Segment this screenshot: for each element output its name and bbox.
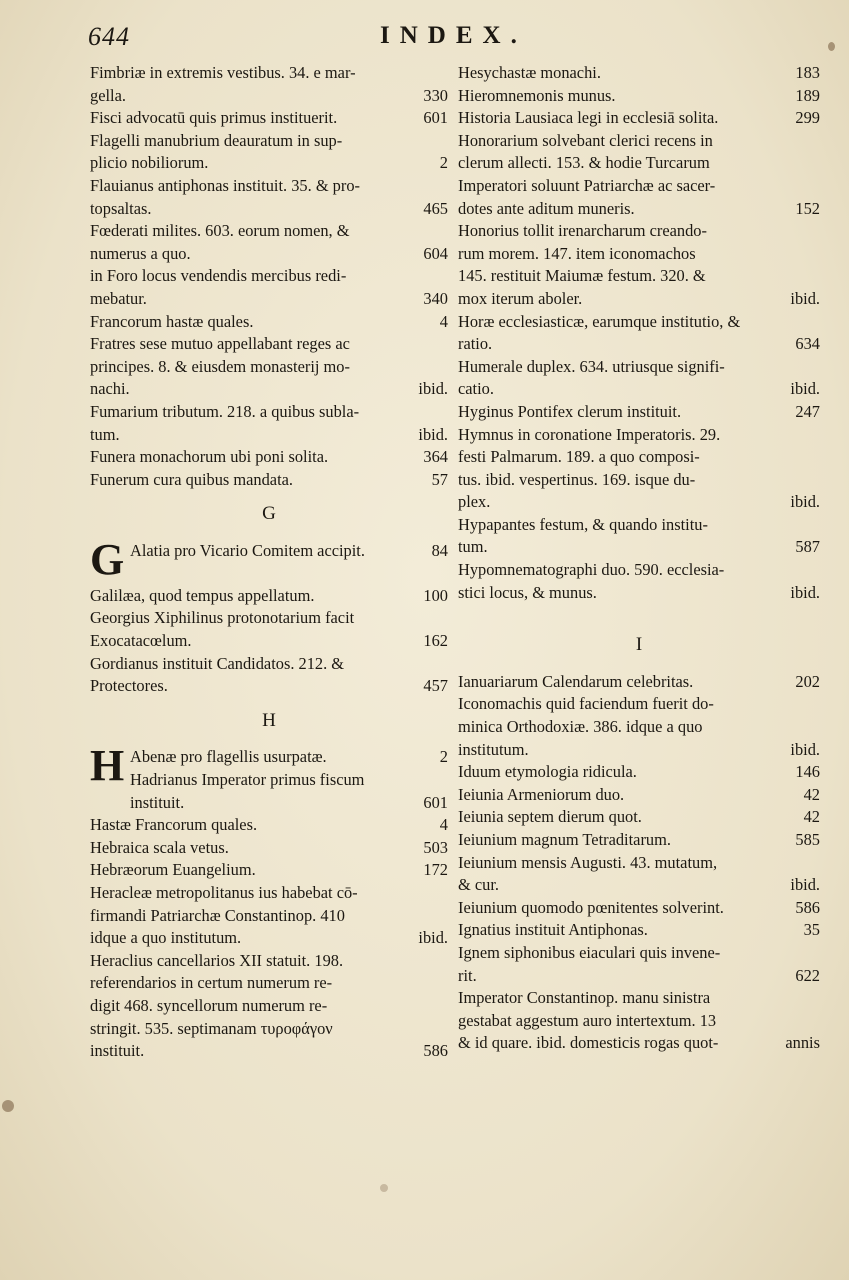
- page-reference: 4: [439, 815, 448, 835]
- page-reference: ibid.: [418, 424, 448, 444]
- page-reference: 100: [423, 585, 448, 605]
- page-reference: ibid.: [790, 875, 820, 895]
- entry-line: Humerale duplex. 634. utriusque signifi-: [458, 356, 725, 376]
- page-reference: 183: [795, 63, 820, 82]
- page-reference: 503: [423, 837, 448, 857]
- index-entry: [458, 761, 820, 784]
- dropcap-entry-h: [90, 741, 448, 814]
- page-reference: ibid.: [790, 492, 820, 512]
- entry-line: Galilæa, quod tempus appellatum. 100: [106, 585, 448, 608]
- index-entry: [458, 62, 820, 85]
- index-entry: [458, 559, 820, 604]
- page-reference: 146: [795, 762, 820, 782]
- index-entry: [458, 356, 820, 401]
- index-entry: [458, 424, 820, 514]
- index-entry: [458, 829, 820, 852]
- entry-line: Hastæ Francorum quales. 4: [106, 814, 448, 837]
- page-reference: 330: [423, 85, 448, 105]
- page-reference: ibid.: [790, 288, 820, 308]
- ink-stain: [2, 1100, 14, 1112]
- index-entry: [90, 220, 448, 265]
- entry-line: Alatia pro Vicario Comitem accipit. 84: [130, 540, 448, 563]
- entry-line: tum. ibid.: [106, 424, 448, 447]
- index-entry: [90, 401, 448, 446]
- entry-line: Hypomnematographi duo. 590. ecclesia-: [458, 560, 725, 580]
- page-reference: 189: [795, 85, 820, 105]
- entry-line: institutum. ibid.: [474, 739, 820, 762]
- page-reference: 4: [439, 311, 448, 331]
- ink-stain: [828, 42, 835, 51]
- page-reference: 2: [439, 747, 448, 767]
- dropcap-letter: H: [90, 741, 125, 791]
- entry-line: Ieiunia Armeniorum duo. 42: [474, 784, 820, 807]
- entry-line: Heraclius cancellarios XII statuit. 198.: [90, 950, 344, 970]
- page-reference: ibid.: [418, 928, 448, 948]
- index-entry: [458, 806, 820, 829]
- entry-line: Flagelli manubrium deauratum in sup-: [90, 130, 343, 150]
- page-reference: 42: [803, 784, 820, 804]
- entry-line: Imperator Constantinop. manu sinistra: [458, 988, 711, 1008]
- entry-line: Abenæ pro flagellis usurpatæ. 2: [130, 746, 448, 769]
- entry-line: Heracleæ metropolitanus ius habebat cō-: [90, 883, 358, 902]
- entry-line: plex. ibid.: [474, 491, 820, 514]
- entry-line: Funera monachorum ubi poni solita. 364: [106, 446, 448, 469]
- page-reference: ibid.: [418, 379, 448, 399]
- entry-line: Iconomachis quid faciendum fuerit do-: [458, 694, 714, 714]
- page-reference: 364: [423, 447, 448, 467]
- index-entry: [458, 784, 820, 807]
- page-reference: 622: [795, 965, 820, 985]
- entry-line: ratio. 634: [474, 333, 820, 356]
- page-reference: 35: [803, 920, 820, 940]
- index-entry: [90, 265, 448, 310]
- entry-line: Hyginus Pontifex clerum instituit. 247: [474, 401, 820, 424]
- index-entry: [458, 852, 820, 897]
- page-reference: ibid.: [790, 582, 820, 602]
- entry-line: Fisci advocatū quis primus instituerit. 601: [106, 107, 448, 130]
- entry-line: rum morem. 147. item iconomachos: [458, 243, 696, 263]
- entry-line: & cur. ibid.: [474, 874, 820, 897]
- index-entry: [458, 107, 820, 130]
- page-reference: 202: [795, 671, 820, 691]
- page-reference: 299: [795, 108, 820, 128]
- section-heading-i: I: [635, 634, 643, 656]
- ink-stain: [380, 1184, 388, 1192]
- page-reference: ibid.: [790, 739, 820, 759]
- page-reference: 42: [803, 807, 820, 827]
- entry-line: Hadrianus Imperator primus fiscum: [130, 770, 365, 790]
- index-entry: [90, 175, 448, 220]
- entry-line: instituit. 586: [106, 1040, 448, 1063]
- page-reference: 587: [795, 537, 820, 557]
- index-entry: [90, 837, 448, 860]
- page-reference: 172: [423, 860, 448, 880]
- entry-line: gestabat aggestum auro intertextum. 13: [458, 1010, 717, 1030]
- page-number: 644: [88, 22, 130, 51]
- entry-line: Imperatori soluunt Patriarchæ ac sacer-: [458, 175, 716, 195]
- page-reference: ibid.: [790, 379, 820, 399]
- entry-line: in Foro locus vendendis mercibus redi-: [90, 266, 347, 286]
- entry-line: Hymnus in coronatione Imperatoris. 29.: [458, 424, 721, 444]
- entry-line: plicio nobiliorum. 2: [106, 152, 448, 175]
- page-reference: 457: [423, 676, 448, 696]
- page-reference: annis: [785, 1033, 820, 1053]
- dropcap-letter: G: [90, 534, 125, 584]
- running-title: INDEX.: [380, 22, 527, 49]
- entry-line: Historia Lausiaca legi in ecclesiā solita. 299: [474, 107, 820, 130]
- index-entry: [458, 919, 820, 942]
- entry-line: Hieromnemonis munus. 189: [474, 85, 820, 108]
- page-reference: 585: [795, 830, 820, 849]
- entry-line: catio. ibid.: [474, 378, 820, 401]
- entry-line: tus. ibid. vespertinus. 169. isque du-: [458, 469, 696, 489]
- entry-line: Hebraica scala vetus. 503: [106, 837, 448, 860]
- entry-line: numerus a quo. 604: [106, 243, 448, 266]
- entry-line: principes. 8. & eiusdem monasterij mo-: [90, 356, 350, 376]
- entries-h: [90, 814, 448, 1063]
- entries-f: [90, 62, 448, 491]
- page-reference: 586: [423, 1041, 448, 1061]
- entry-line: topsaltas. 465: [106, 198, 448, 221]
- entry-line: Ieiunium mensis Augusti. 43. mutatum,: [458, 852, 718, 872]
- entry-line: referendarios in certum numerum re-: [90, 973, 333, 993]
- entry-line: Flauianus antiphonas instituit. 35. & pro-: [90, 175, 360, 195]
- entry-line: Gordianus instituit Candidatos. 212. &: [90, 653, 345, 673]
- page-reference: 634: [795, 334, 820, 354]
- entries-g: [90, 585, 448, 698]
- entry-line: Ieiunium quomodo pœnitentes solverint. 586: [474, 897, 820, 920]
- entry-line: Iduum etymologia ridicula. 146: [474, 761, 820, 784]
- entry-line: rit. 622: [474, 965, 820, 988]
- entry-line: minica Orthodoxiæ. 386. idque a quo: [458, 717, 703, 737]
- entry-line: 145. restituit Maiumæ festum. 320. &: [458, 266, 706, 286]
- index-entry: [90, 653, 448, 698]
- entry-line: Protectores. 457: [106, 675, 448, 698]
- entry-line: tum. 587: [474, 536, 820, 559]
- entry-line: Fœderati milites. 603. eorum nomen, &: [90, 221, 350, 241]
- entries-h-continued: [458, 62, 820, 604]
- entry-line: festi Palmarum. 189. a quo composi-: [458, 447, 700, 467]
- entry-line: idque a quo institutum. ibid.: [106, 927, 448, 950]
- index-entry: [458, 942, 820, 987]
- entry-line: Honorius tollit irenarcharum creando-: [458, 221, 707, 241]
- index-entry: [458, 401, 820, 424]
- index-entry: [90, 607, 448, 652]
- index-entry: [90, 62, 448, 107]
- right-column: [458, 62, 820, 1055]
- dropcap-entry-g: [90, 534, 448, 585]
- entry-line: Hypapantes festum, & quando institu-: [458, 514, 708, 534]
- index-entry: [90, 333, 448, 401]
- index-entry: [458, 987, 820, 1055]
- index-entry: [458, 514, 820, 559]
- index-entry: [90, 950, 448, 1063]
- dropcap-entry: [90, 741, 448, 814]
- entry-line: digit 468. syncellorum numerum re-: [90, 995, 328, 1015]
- entry-line: Ieiunium magnum Tetraditarum. 585: [474, 829, 820, 852]
- index-entry: [90, 882, 448, 950]
- index-entry: [90, 859, 448, 882]
- page-reference: 2: [439, 153, 448, 173]
- entry-line: & id quare. ibid. domesticis rogas quot- annis: [474, 1032, 820, 1055]
- entries-i: [458, 671, 820, 1055]
- entry-line: Ignatius instituit Antiphonas. 35: [474, 919, 820, 942]
- page-reference: 57: [431, 469, 448, 489]
- section-heading-g: G: [262, 503, 276, 525]
- entry-line: stringit. 535. septimanam τυροφάγον: [90, 1018, 333, 1038]
- entry-line: Fimbriæ in extremis vestibus. 34. e mar-: [90, 63, 356, 82]
- index-entry: [458, 693, 820, 761]
- entry-line: Francorum hastæ quales. 4: [106, 311, 448, 334]
- entry-line: instituit. 601: [130, 792, 448, 815]
- page-reference: 601: [423, 108, 448, 128]
- page-reference: 247: [795, 401, 820, 421]
- entry-line: Exocatacœlum. 162: [106, 630, 448, 653]
- dropcap-entry: [90, 534, 448, 585]
- index-entry: [90, 585, 448, 608]
- page-reference: 162: [423, 631, 448, 651]
- index-entry: [458, 220, 820, 310]
- entry-line: nachi. ibid.: [106, 378, 448, 401]
- page-reference: 601: [423, 792, 448, 812]
- index-entry: [458, 897, 820, 920]
- entry-line: clerum allecti. 153. & hodie Turcarum: [458, 153, 710, 173]
- entry-line: Hesychastæ monachi. 183: [474, 62, 820, 85]
- entry-line: Horæ ecclesiasticæ, earumque institutio, &: [458, 311, 741, 331]
- entry-line: mebatur. 340: [106, 288, 448, 311]
- page-reference: 604: [423, 243, 448, 263]
- index-entry: [90, 446, 448, 469]
- page-reference: 84: [431, 540, 448, 560]
- entry-line: Ianuariarum Calendarum celebritas. 202: [474, 671, 820, 694]
- index-entry: [458, 130, 820, 220]
- entry-line: stici locus, & munus. ibid.: [474, 582, 820, 605]
- index-entry: [90, 107, 448, 130]
- left-column: [90, 62, 448, 1063]
- index-entry: [458, 85, 820, 108]
- entry-line: Honorarium solvebant clerici recens in: [458, 130, 713, 150]
- entry-line: Hebræorum Euangelium. 172: [106, 859, 448, 882]
- index-entry: [90, 814, 448, 837]
- entry-line: Fumarium tributum. 218. a quibus subla-: [90, 401, 360, 421]
- entry-line: Georgius Xiphilinus protonotarium facit: [90, 608, 355, 628]
- entry-line: firmandi Patriarchæ Constantinop. 410: [90, 905, 345, 925]
- entry-line: Fratres sese mutuo appellabant reges ac: [90, 334, 350, 354]
- page-reference: 152: [795, 198, 820, 218]
- entry-line: dotes ante aditum muneris. 152: [474, 198, 820, 221]
- index-entry: [90, 311, 448, 334]
- page-reference: 586: [795, 897, 820, 917]
- entry-line: Ieiunia septem dierum quot. 42: [474, 806, 820, 829]
- entry-line: gella. 330: [106, 85, 448, 108]
- page-reference: 340: [423, 288, 448, 308]
- page-header: [88, 22, 808, 58]
- index-entry: [458, 671, 820, 694]
- index-entry: [90, 130, 448, 175]
- entry-line: mox iterum aboler. ibid.: [474, 288, 820, 311]
- index-entry: [458, 311, 820, 356]
- entry-line: Ignem siphonibus eiaculari quis invene-: [458, 942, 721, 962]
- page-reference: 465: [423, 198, 448, 218]
- entry-line: Funerum cura quibus mandata. 57: [106, 469, 448, 492]
- index-entry: [90, 469, 448, 492]
- section-heading-h: H: [262, 709, 276, 731]
